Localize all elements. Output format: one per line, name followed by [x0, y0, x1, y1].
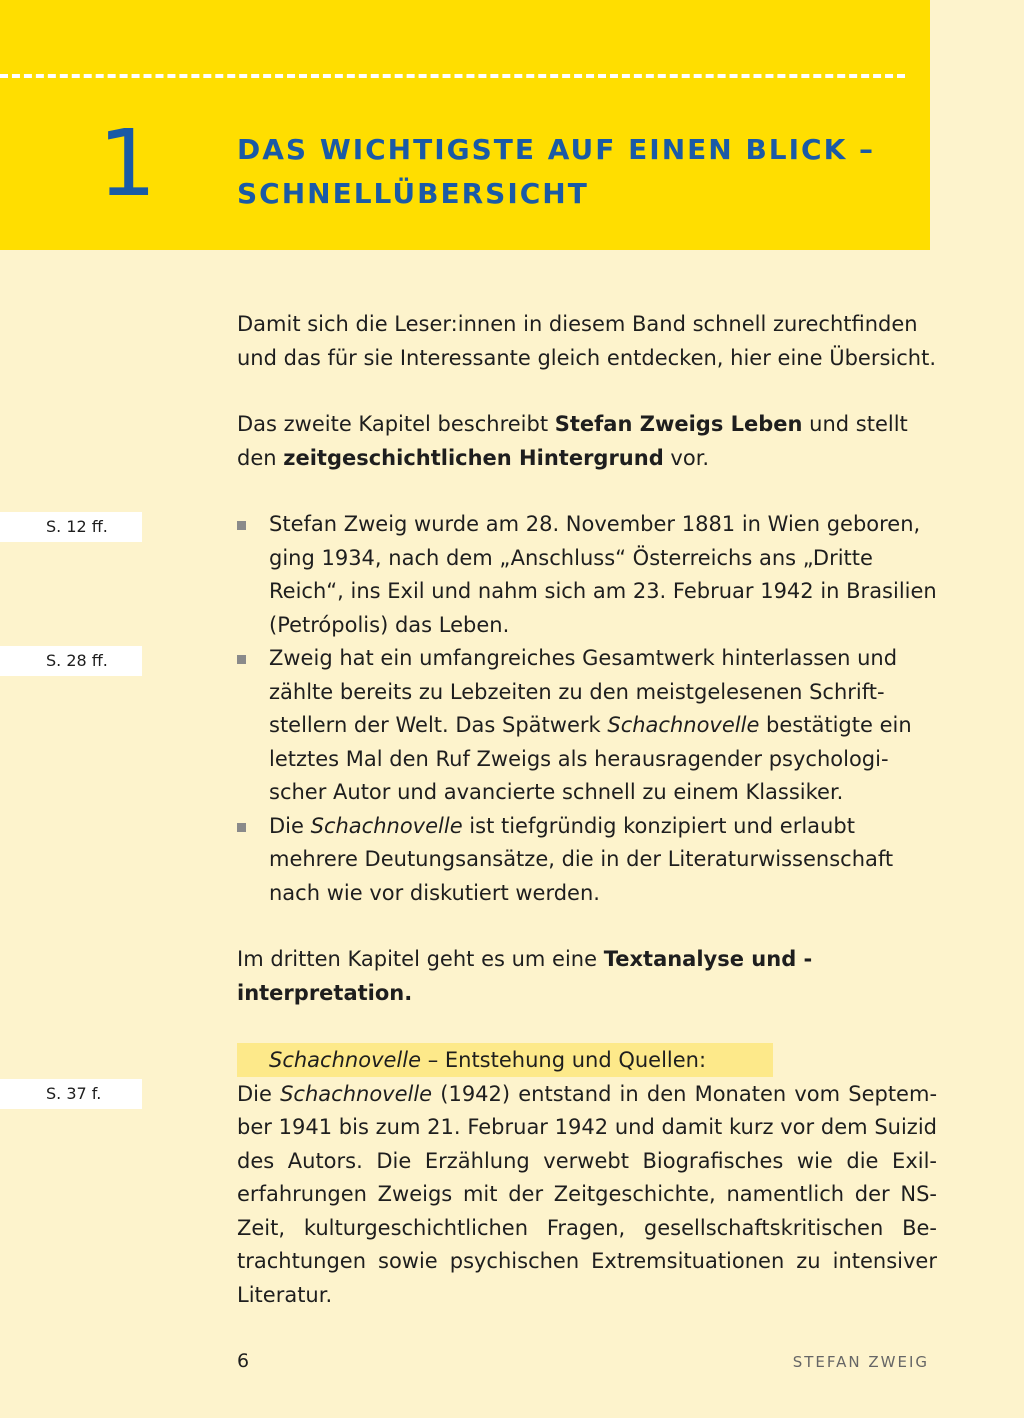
summary-list	[237, 508, 937, 910]
chapter2-paragraph	[237, 408, 937, 475]
chapter2-bold-life: Stefan Zweigs Leben	[554, 412, 803, 436]
margin-ref-2: S. 28 ff.	[0, 646, 142, 676]
chapter-title-line2: SCHNELLÜBERSICHT	[237, 177, 589, 210]
bullet-text-2-italic: Schachnovelle	[607, 713, 760, 737]
main-content	[237, 308, 937, 1312]
chapter-header	[0, 0, 930, 250]
subheading-italic: Schachnovelle	[269, 1048, 422, 1072]
subheading-wrapper	[237, 1043, 937, 1078]
origin-italic: Schachnovelle	[280, 1081, 433, 1106]
square-bullet-icon	[237, 521, 246, 530]
chapter-title-line1: DAS WICHTIGSTE AUF EINEN BLICK –	[237, 133, 876, 166]
margin-ref-3: S. 37 f.	[0, 1079, 142, 1109]
chapter2-text-pre: Das zweite Kapitel beschreibt	[237, 412, 555, 436]
list-item	[237, 642, 937, 810]
chapter3-text-post: .	[404, 980, 413, 1005]
chapter-number: 1	[98, 110, 157, 217]
dashed-divider	[0, 74, 905, 78]
square-bullet-icon	[237, 823, 246, 832]
chapter3-text-pre: Im dritten Kapitel geht es um eine	[237, 947, 604, 971]
chapter2-bold-background: zeitgeschichtlichen Hintergrund	[283, 445, 664, 470]
chapter3-bold: Textanalyse und -interpretation	[237, 947, 813, 1005]
intro-paragraph: Damit sich die Leser:innen in diesem Band schnell zurechtfinden und das für sie Interessante gleich entdecken, hier eine Übersicht.	[237, 312, 936, 370]
chapter2-text-mid: und stellt den	[237, 412, 908, 470]
origin-paragraph	[237, 1078, 937, 1313]
page-number: 6	[237, 1350, 250, 1372]
origin-text-post: (1942) entstand in den Monaten vom September 1941 bis zum 21. Februar 1942 und damit kurz vor dem Suizid des Autors. Die Erzählung verwebt Biografisches wie die Exilerfahrungen Zweigs mit der Zeitgeschichte, namentlich der NS-Zeit, kulturgeschichtlichen Fragen, gesellschaftskritischen Betrachtungen sowie psychischen Extremsituationen zu intensiver Literatur.	[237, 1081, 938, 1307]
bullet-text-3-post: ist tiefgründig konzipiert und erlaubt mehrere Deutungsansätze, die in der Literaturwissenschaft nach wie vor diskutiert werden.	[269, 813, 894, 905]
list-item	[237, 508, 937, 642]
running-footer-title: STEFAN ZWEIG	[792, 1353, 929, 1371]
list-item	[237, 810, 937, 911]
square-bullet-icon	[237, 655, 246, 664]
subheading-rest: – Entstehung und Quellen:	[421, 1048, 707, 1072]
margin-ref-1: S. 12 ff.	[0, 512, 142, 542]
bullet-text-3-italic: Schachnovelle	[310, 813, 463, 838]
bullet-text-3-pre: Die	[269, 813, 311, 838]
origin-text-pre: Die	[237, 1081, 281, 1106]
bullet-text-2-post: bestätigte ein letztes Mal den Ruf Zweigs als herausragender psychologischer Autor und avancierte schnell zu einem Klassiker.	[269, 713, 912, 804]
bullet-text-2-pre: Zweig hat ein umfangreiches Gesamtwerk hinterlassen und zählte bereits zu Lebzeiten zu den meistgelesenen Schriftstellern der Welt. Das Spätwerk	[269, 646, 898, 737]
chapter-title	[237, 128, 917, 216]
chapter3-paragraph	[237, 943, 937, 1010]
section-subheading	[237, 1043, 773, 1077]
bullet-text-1: Stefan Zweig wurde am 28. November 1881 in Wien geboren, ging 1934, nach dem „Anschluss“ Österreichs ans „Dritte Reich“, ins Exil und nahm sich am 23. Februar 1942 in Brasilien (Petrópolis) das Leben.	[269, 512, 937, 637]
chapter2-text-post: vor.	[663, 445, 710, 470]
